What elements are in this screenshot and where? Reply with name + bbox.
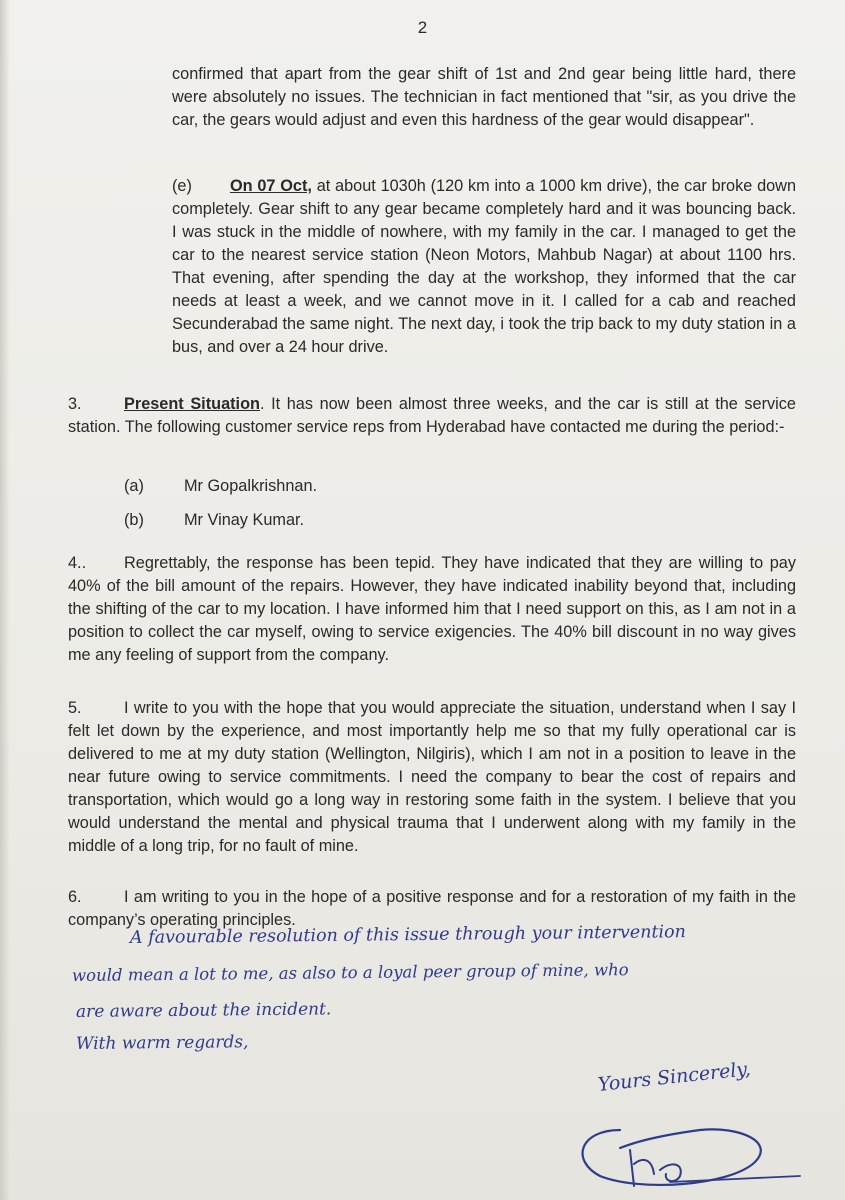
para-4-text: Regrettably, the response has been tepid. They have indicated that they are willing to pay 40% of the bill amount of the repairs. However, they have indicated inability beyond that, including the shifting of the car to my location. I have informed him that I need support on this, as I am not in a position to collect the car myself, owing to service exigencies. The 40% bill discount in no way gives me any feeling of support from the company. bbox=[68, 554, 796, 664]
para-3-text: . It has now been almost three weeks, and the car is still at the service station. The following customer service reps from Hyderabad have contacted me during the period:- bbox=[68, 395, 796, 436]
para-5-text: I write to you with the hope that you would appreciate the situation, understand when I say I felt let down by the experience, and most importantly help me so that my fully operational car is delivered to me at my duty station (Wellington, Nilgiris), which I am not in a position to leave in the near future owing to service commitments. I need the company to bear the cost of repairs and transportation, which would go a long way in restoring some faith in the system. I believe that you would understand the mental and physical trauma that I underwent along with my family in the middle of a long trip, for no fault of mine. bbox=[68, 699, 796, 855]
paragraph-3 bbox=[68, 393, 796, 439]
item-b-text: Mr Vinay Kumar. bbox=[184, 511, 305, 529]
signature-mark bbox=[560, 1090, 810, 1200]
para-2-cont-text: confirmed that apart from the gear shift of 1st and 2nd gear being little hard, there were absolutely no issues. The technician in fact mentioned that "sir, as you drive the car, the gears would adjust and even this hardness of the gear would disappear". bbox=[172, 65, 796, 129]
list-item bbox=[124, 477, 317, 496]
item-a-label: (a) bbox=[124, 477, 144, 495]
handwritten-line-4: With warm regards, bbox=[75, 1032, 249, 1054]
list-item bbox=[124, 511, 304, 530]
para-4-number: 4.. bbox=[68, 554, 87, 572]
para-6-number: 6. bbox=[68, 888, 82, 906]
para-3-heading: Present Situation bbox=[124, 395, 260, 413]
paragraph-2-continued bbox=[68, 63, 796, 132]
para-2e-date: On 07 Oct, bbox=[230, 177, 312, 195]
para-5-number: 5. bbox=[68, 699, 82, 717]
paragraph-4 bbox=[68, 552, 796, 667]
paragraph-5 bbox=[68, 697, 796, 858]
handwritten-line-2: would mean a lot to me, as also to a loyal peer group of mine, who bbox=[71, 960, 629, 985]
para-2e-label: (e) bbox=[172, 177, 192, 195]
page-edge-shadow bbox=[0, 0, 10, 1200]
item-b-label: (b) bbox=[124, 511, 144, 529]
para-3-number: 3. bbox=[68, 395, 82, 413]
item-a-text: Mr Gopalkrishnan. bbox=[184, 477, 318, 495]
handwritten-closing: Yours Sincerely, bbox=[596, 1058, 752, 1096]
paragraph-2e bbox=[68, 175, 796, 359]
para-2e-text: at about 1030h (120 km into a 1000 km drive), the car broke down completely. Gear shift to any gear became completely hard and it was bouncing back. I was stuck in the middle of nowhere, with my family in the car. I managed to get the car to the nearest service station (Neon Motors, Mahbub Nagar) at about 1100 hrs. That evening, after spending the day at the workshop, they informed that the car needs at least a week, and we cannot move in it. I called for a cab and reached Secunderabad the same night. The next day, i took the trip back to my duty station in a bus, and over a 24 hour drive. bbox=[172, 177, 796, 356]
page-number: 2 bbox=[417, 18, 428, 37]
handwritten-line-3: are aware about the incident. bbox=[75, 999, 332, 1022]
handwritten-line-1: A favourable resolution of this issue through your intervention bbox=[129, 922, 686, 948]
para-6-text: I am writing to you in the hope of a positive response and for a restoration of my faith in the company’s operating principles. bbox=[68, 888, 796, 929]
